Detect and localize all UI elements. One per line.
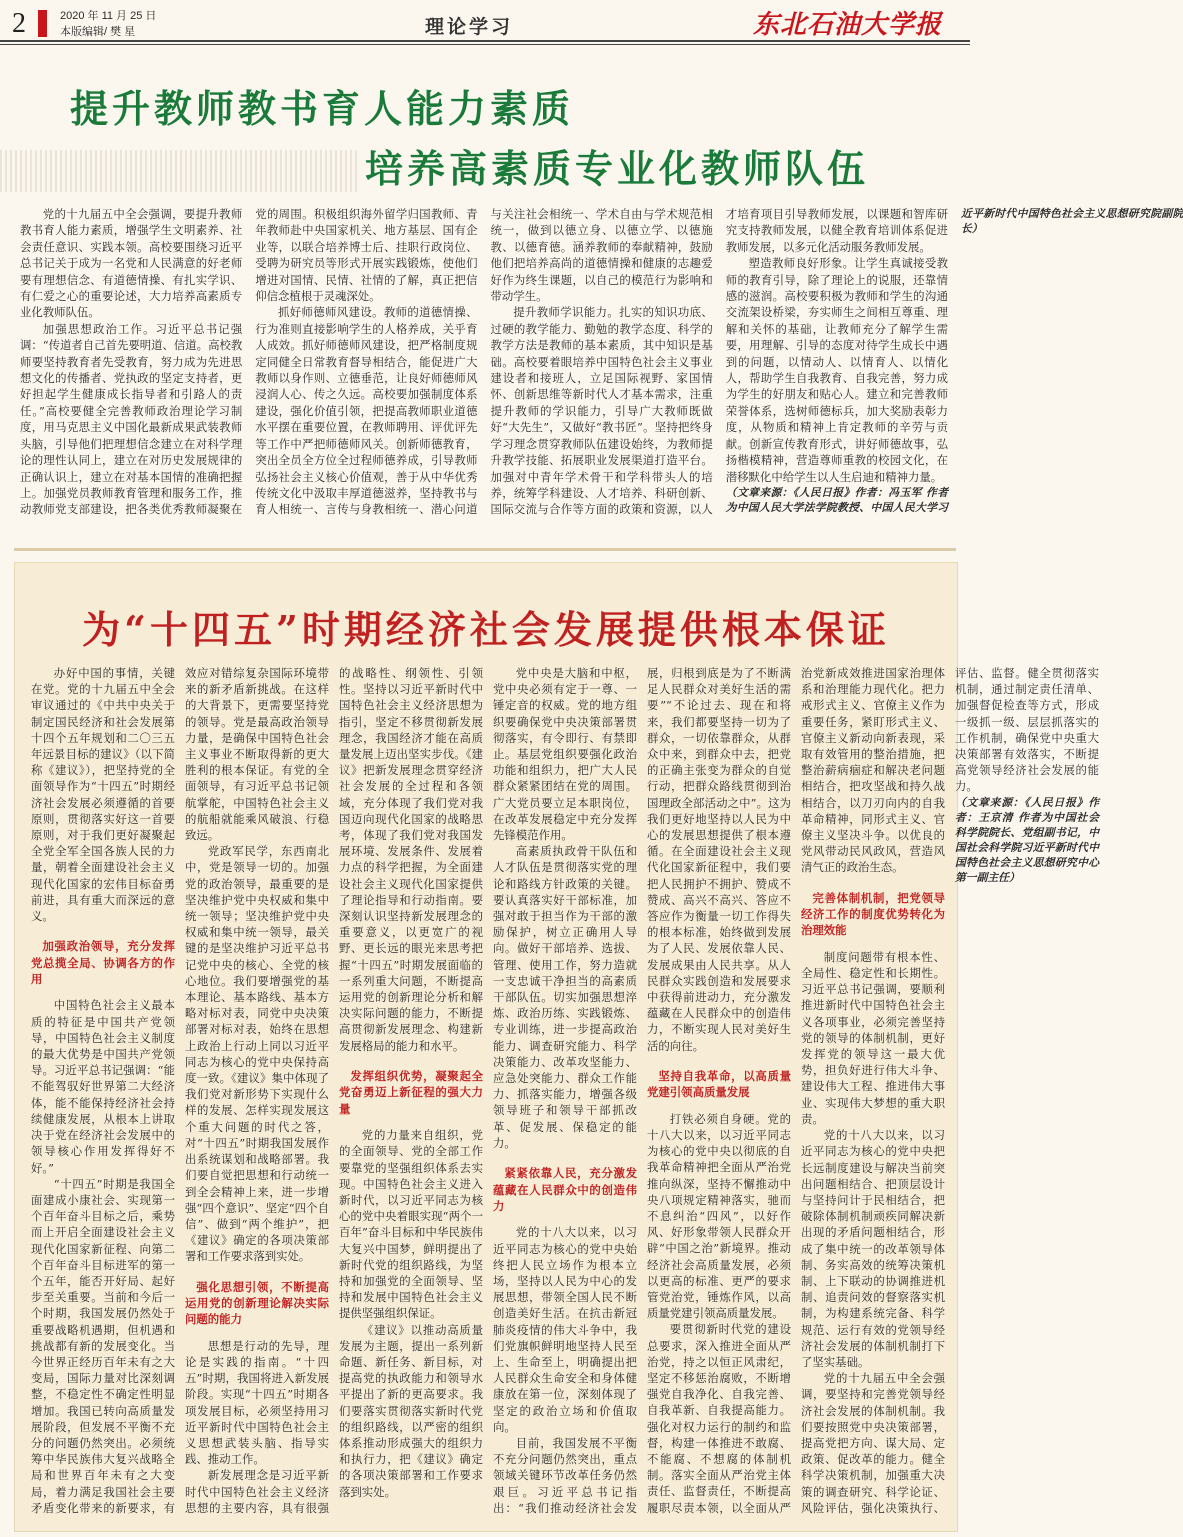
subheading: 加强政治领导，充分发挥党总揽全局、协调各方的作用	[31, 939, 175, 987]
header-rule	[0, 40, 970, 42]
subheading: 强化思想引领，不断提高运用党的创新理论解决实际问题的能力	[185, 1279, 329, 1327]
paragraph: 《建议》以推动高质量发展为主题，提出一系列新命题、新任务、新目标，对提高党的执政能力和领导水平提出了新的更高要求。我们要落实贯彻落实新时代党的组织路线，以严密的组织体系推动形成强大的组织力和执行力，把《建议》确定的各项决策部署和工作要求落到实处。	[339, 1322, 483, 1499]
paragraph: 要贯彻新时代党的建设总要求，深入推进全面从严治党，持之以恒正风肃纪，坚定不移惩治腐败，不断增强党自我净化、自我完善、自我革新、自我提高能力。强化对权力运行的制约和监督，构建一体推进不敢腐、不能腐、不想腐的体制机制。落实全面从严治党主体责任、监督责任，不断提高履职尽责本领，以全面从严治党新成效推进国家治理体系和治理能力现代化。把力戒形式主义、官僚主义作为重要任务，紧盯形式主义、官僚主义新动向新表现，采取有效管用的整治措施，把整治薪病痼症和解决老问题相结合，把攻坚战和持久战相结合，以刀刃向内的自我革命精神，同形式主义、官僚主义坚决斗争。以优良的党风带动民风政风，营造风清气正的政治生态。	[647, 666, 945, 1515]
red-bar	[38, 10, 47, 37]
paragraph: 加强思想政治工作。习近平总书记强调：“传道者自己首先要明道、信道。高校教师要坚持教育者先受教育，努力成为先进思想文化的传播者、党执政的坚定支持者，更好担起学生健康成长指导者和引路人的责任。”高校要健全完善教师政治理论学习制度，用马克思主义中国化最新成果武装教师头脑，引导他们把理想信念建立在对科学理论的理性认同上，建立在对历史发展规律的正确认识上，建立在对基本国情的准确把握上。加强党员教师教育管理和服务工作，推动教师党支部建设，把各类优秀教师凝聚在党的周围。积极组织海外留学归国教师、青年教师赴中央国家机关、地方基层、国有企业等，以联合培养博士后、挂职行政岗位、受聘为研究员等形式开展实践锻炼，使他们增进对国情、民情、社情的了解，真正把信仰信念植根于灵魂深处。	[20, 207, 478, 517]
paragraph: 提升教师学识能力。扎实的知识功底、过硬的教学能力、勤勉的教学态度、科学的教学方法是教师的基本素质，其中知识是基础。高校要着眼培养中国特色社会主义事业建设者和接班人，立足国际视野、家国情怀、创新思维等新时代人才基本需求，注重提升教师的学识能力，引导广大教师既做好“大先生”，又做好“教书匠”。坚持把终身学习理念贯穿教师队伍建设始终，为教师提升教学技能、拓展职业发展渠道打造平台。加强对中青年学术骨干和学科带头人的培养，统筹学科建设、人才培养、科研创新、国际交流与合作等方面的政策和资源，以人才培育项目引导教师发展，以课题和智库研究支持教师发展，以健全教育培训体系促进教师发展，以多元化活动服务教师发展。	[490, 207, 948, 517]
subheading: 坚持自我革命，以高质量党建引领高质量发展	[647, 1068, 791, 1100]
paragraph: 党的十八大以来，以习近平同志为核心的党中央始终把人民立场作为根本立场，坚持以人民为中心的发展思想，带领全国人民不断创造美好生活。在抗击新冠肺炎疫情的伟大斗争中，我们党旗帜鲜明地坚持人民至上、生命至上，明确提出把人民群众生命安全和身体健康放在第一位，深刻体现了坚定的政治立场和价值取向。	[493, 1225, 637, 1434]
page-number: 2	[12, 8, 26, 39]
paragraph: 党的十八大以来，以习近平同志为核心的党中央把长远制度建设与解决当前突出问题相结合、把顶层设计与坚持问计于民相结合，把破除体制机制顽疾同解决新出现的矛盾问题相结合，形成了集中统一的改革领导体制、务实高效的统筹决策机制、上下联动的协调推进机制、追责问效的督察落实机制，为构建系统完备、科学规范、运行有效的党领导经济社会发展的体制机制打下了坚实基础。	[801, 1128, 945, 1369]
paragraph: 目前，我国发展不平衡不充分问题仍然突出，重点领域关键环节改革任务仍然艰巨。习近平总书记指出：“我们推动经济社会发展，归根到底是为了不断满足人民群众对美好生活的需要”“不论过去、现在和将来，我们都要坚持一切为了群众，一切依靠群众，从群众中来，到群众中去，把党的正确主张变为群众的自觉行动，把群众路线贯彻到治国理政全部活动之中”。这为我们更好地坚持以人民为中心的发展思想提供了根本遵循。在全面建设社会主义现代化国家新征程中，我们要把人民拥护不拥护、赞成不赞成、高兴不高兴、答应不答应作为衡量一切工作得失的根本标准，始终做到发展为了人民、发展依靠人民、发展成果由人民共享。从人民群众实践创造和发展要求中获得前进动力，充分激发蕴藏在人民群众中的创造伟力，不断实现人民对美好生活的向往。	[493, 666, 791, 1515]
article2-box	[14, 562, 1099, 1532]
paragraph: “十四五”时期是我国全面建成小康社会、实现第一个百年奋斗目标之后，乘势而上开启全面建设社会主义现代化国家新征程、向第二个百年奋斗目标进军的第一个五年，能否开好局、起好步至关重要。当前和今后一个时期，我国发展仍然处于重要战略机遇期，但机遇和挑战都有新的发展变化。当今世界正经历百年未有之大变局，国际力量对比深刻调整，不稳定性不确定性明显增加。我国已转向高质量发展阶段，但发展不平衡不充分的问题仍然突出。必须统筹中华民族伟大复兴战略全局和世界百年未有之大变局，着力满足我国社会主要矛盾变化带来的新要求，有效应对错综复杂国际环境带来的新矛盾新挑战。在这样的大背景下，更需要坚持党的领导。党是最高政治领导力量，是确保中国特色社会主义事业不断取得新的更大胜利的根本保证。有党的全面领导，有习近平总书记领航掌舵，中国特色社会主义的航船就能乘风破浪、行稳致远。	[31, 666, 329, 1515]
paragraph: 新发展理念是习近平新时代中国特色社会主义经济思想的主要内容，具有很强的战略性、纲领性、引领性。坚持以习近平新时代中国特色社会主义经济思想为指引，坚定不移贯彻新发展理念，我国经济才能在高质量发展上迈出坚实步伐。《建议》把新发展理念贯穿经济社会发展的全过程和各领域，充分体现了我们党对我国迈向现代化国家的战略思考，体现了我们党对我国发展环境、发展条件、发展着力点的科学把握，为全面建设社会主义现代化国家提供了理论指导和行动指南。要深刻认识坚持新发展理念的重要意义，以更宽广的视野、更长远的眼光来思考把握“十四五”时期发展面临的一系列重大问题，不断提高运用党的创新理论分析和解决实际问题的能力，不断提高贯彻新发展理念、构建新发展格局的能力和水平。	[185, 666, 483, 1515]
paragraph: 打铁必须自身硬。党的十八大以来，以习近平同志为核心的党中央以彻底的自我革命精神把全面从严治党推向纵深，坚持不懈推动中央八项规定精神落实，驰而不息纠治“四风”，以好作风、好形象带领人民群众开辟“中国之治”新境界。推动经济社会高质量发展，必须以更高的标准、更严的要求管党治党，锤炼作风，以高质量党建引领高质量发展。	[647, 1111, 791, 1321]
article1-source: （文章来源：《人民日报》作者：冯玉军 作者为中国人民大学法学院教授、中国人民大学习近平新时代中国特色社会主义思想研究院副院长）	[725, 207, 1183, 514]
article2-source: （文章来源：《人民日报》作者：王京清 作者为中国社会科学院院长、党组副书记，中国社会科学院习近平新时代中国特色社会主义思想研究中心第一副主任）	[955, 795, 1099, 884]
subheading: 完善体制机制，把党领导经济工作的制度优势转化为治理效能	[801, 890, 945, 938]
paragraph: 党的十九届五中全会强调，要坚持和完善党领导经济社会发展的体制机制。我们要按照党中央决策部署，提高党把方向、谋大局、定政策、促改革的能力。健全科学决策机制，加强重大决策的调查研究、科学论证、风险评估，强化决策执行、评估、监督。健全贯彻落实机制，通过制定责任清单、加强督促检查等方式，形成一级抓一级、层层抓落实的工作机制，确保党中央重大决策部署有效落实，不断提高党领导经济社会发展的能力。	[801, 666, 1099, 1515]
paragraph: 中国特色社会主义最本质的特征是中国共产党领导，中国特色社会主义制度的最大优势是中国共产党领导。习近平总书记强调：“能不能驾驭好世界第二大经济体，能不能保持经济社会持续健康发展，从根本上讲取决于党在经济社会发展中的领导核心作用发挥得好不好。”	[31, 998, 175, 1175]
title-decoration	[0, 150, 360, 192]
paragraph: 党的力量来自组织，党的全面领导、党的全部工作要靠党的坚强组织体系去实现。中国特色社会主义进入新时代，以习近平同志为核心的党中央着眼实现“两个一百年”奋斗目标和中华民族伟大复兴中国梦，鲜明提出了新时代党的组织路线，为坚持和加强党的全面领导、坚持和发展中国特色社会主义提供坚强组织保证。	[339, 1128, 483, 1321]
subheading: 发挥组织优势，凝聚起全党奋勇迈上新征程的强大力量	[339, 1068, 483, 1116]
header-info	[60, 8, 156, 40]
editor: 本版编辑/ 樊 星	[60, 26, 136, 38]
paragraph: 思想是行动的先导，理论是实践的指南。“十四五”时期，我国将进入新发展阶段。实现“十四五”时期各项发展目标，必须坚持用习近平新时代中国特色社会主义思想武装头脑、指导实践、推动工作。	[185, 1338, 329, 1467]
section-name: 理论学习	[425, 16, 514, 38]
paragraph: 党的十九届五中全会强调，要提升教师教书育人能力素质，增强学生文明素养、社会责任意识、实践本领。高校要围绕习近平总书记关于成为一名党和人民满意的好老师要有理想信念、有道德情操、有扎实学识、有仁爱之心的重要论述，大力培养高素质专业化教师队伍。	[20, 207, 243, 320]
section-divider	[14, 548, 956, 551]
paragraph: 塑造教师良好形象。让学生真诚接受教师的教育引导，除了理论上的说服，还靠情感的滋润。高校要积极为教师和学生的沟通交流架设桥梁，夯实师生之间相互尊重、理解和关怀的基础，让教师充分了解学生需要，用理解、引导的态度对待学生成长中遇到的问题，以情动人、以情育人、以情化人，帮助学生自我教育、自我完善，努力成为学生的好朋友和贴心人。建立和完善教师荣誉体系，选树师德标兵，加大奖励表彰力度，从物质和精神上肯定教师的辛劳与贡献。创新宣传教育形式，讲好师德故事，弘扬楷模精神，营造尊师重教的校园文化，在潜移默化中给学生以人生启迪和精神力量。	[725, 256, 948, 484]
article1-title-line1: 提升教师教书育人能力素质	[70, 86, 575, 131]
paragraph: 党政军民学，东西南北中，党是领导一切的。加强党的政治领导，最重要的是坚决维护党中央权威和集中统一领导；坚决维护党中央权威和集中统一领导，最关键的是坚决维护习近平总书记党中央的核心、全党的核心地位。我们要增强党的基本理论、基本路线、基本方略对标对表，同党中央决策部署对标对表，始终在思想上政治上行动上同以习近平同志为核心的党中央保持高度一致。《建议》集中体现了我们党对新形势下实现什么样的发展、怎样实现发展这个重大问题的时代之答，对“十四五”时期我国发展作出系统谋划和战略部署。我们要自觉把思想和行动统一到全会精神上来，进一步增强“四个意识”、坚定“四个自信”、做到“两个维护”，把《建议》确定的各项决策部署和工作要求落到实处。	[185, 844, 329, 1264]
article2-body	[31, 665, 1099, 1521]
paragraph: 抓好师德师风建设。教师的道德情操、行为准则直接影响学生的人格养成，关乎育人成效。抓好师德师风建设，把严格制度规定同健全日常教育督导相结合，能促进广大教师以身作则、立德垂范，让良好师德师风浸润人心、传之久远。高校要加强制度体系建设，强化价值引领，把提高教师职业道德水平摆在重要位置，在教师聘用、评优评先等工作中严把师德师风关。创新师德教育，突出全员全方位全过程师德养成，引导教师弘扬社会主义核心价值观，善于从中华优秀传统文化中汲取丰厚道德滋养，坚持教书与育人相统一、言传与身教相统一、潜心问道与关注社会相统一、学术自由与学术规范相统一，做到以德立身、以德立学、以德施教、以德育德。涵养教师的奉献精神，鼓励他们把培养高尚的道德情操和健康的志趣爱好作为终生课题，以自己的模范行为影响和带动学生。	[255, 207, 713, 517]
header-rule-thin	[0, 44, 970, 45]
paragraph: 高素质执政骨干队伍和人才队伍是贯彻落实党的理论和路线方针政策的关键。要认真落实好干部标准，加强对敢于担当作为干部的激励保护，树立正确用人导向。做好干部培养、选拔、管理、使用工作，努力造就一支忠诚干净担当的高素质干部队伍。切实加强思想淬炼、政治历练、实践锻炼、专业训练，进一步提高政治能力、调查研究能力、科学决策能力、改革攻坚能力、应急处突能力、群众工作能力、抓落实能力，增强各级领导班子和领导干部抓改革、促发展、保稳定的能力。	[493, 844, 637, 1150]
article1-body	[20, 206, 1183, 534]
newspaper-logo: 东北石油大学报	[752, 10, 942, 40]
article2-title: 为“十四五”时期经济社会发展提供根本保证	[82, 607, 890, 652]
issue-date: 2020 年 11 月 25 日	[60, 10, 157, 22]
paragraph: 制度问题带有根本性、全局性、稳定性和长期性。习近平总书记强调，要顺利推进新时代中国特色社会主义各项事业，必须完善坚持党的领导的体制机制，更好发挥党的领导这一最大优势，担负好进行伟大斗争、建设伟大工程、推进伟大事业、实现伟大梦想的重大职责。	[801, 949, 945, 1126]
paragraph: 党中央是大脑和中枢，党中央必须有定于一尊、一锤定音的权威。党的地方组织要确保党中央决策部署贯彻落实，有令即行、有禁即止。基层党组织要强化政治功能和组织力，把广大人民群众紧紧团结在党的周围。广大党员要立足本职岗位，在改革发展稳定中充分发挥先锋模范作用。	[493, 666, 637, 843]
page-header	[0, 0, 970, 48]
subheading: 紧紧依靠人民，充分激发蕴藏在人民群众中的创造伟力	[493, 1166, 637, 1213]
article1-title-line2: 培养高素质专业化教师队伍	[365, 146, 870, 191]
paragraph: 办好中国的事情，关键在党。党的十九届五中全会审议通过的《中共中央关于制定国民经济和社会发展第十四个五年规划和二〇三五年远景目标的建议》（以下简称《建议》），把坚持党的全面领导作为“十四五”时期经济社会发展必须遵循的首要原则，贯彻落实好这一首要原则，对于我们更好凝聚起全党全军全国各族人民的力量，朝着全面建设社会主义现代化国家的宏伟目标奋勇前进，具有重大而深远的意义。	[31, 666, 175, 924]
